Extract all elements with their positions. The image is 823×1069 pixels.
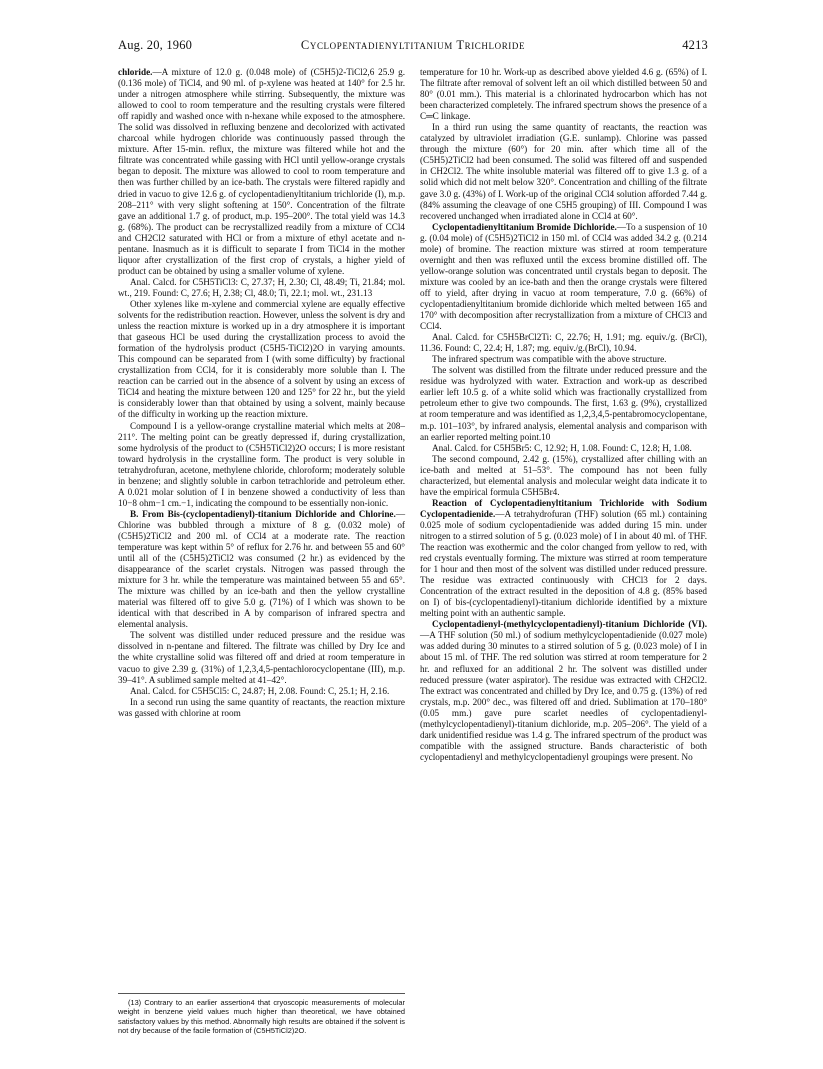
- section-heading: Cyclopentadienyl-(methylcyclopentadienyl)-titanium Dichloride (VI).: [432, 619, 707, 630]
- analysis-paragraph: Anal. Calcd. for C5H5TiCl3: C, 27.37; H, 2.30; Cl, 48.49; Ti, 21.84; mol. wt., 219. Found: C, 27.6; H, 2.38; Cl, 48.0; Ti, 22.1; mol. wt., 231.13: [118, 276, 405, 298]
- section-heading: Reaction of Cyclopentadienyltitanium Trichloride with Sodium Cyclopentadienide.: [420, 497, 707, 519]
- paragraph: [118, 67, 405, 277]
- paragraph-heading: chloride.: [118, 67, 153, 77]
- header-running-title: Cyclopentadienyltitanium Trichloride: [300, 38, 526, 52]
- paragraph: temperature for 10 hr. Work-up as described above yielded 4.6 g. (65%) of I. The filtrate after removal of solvent left an oil which distilled between 50 and 80° (0.01 mm.). This material is a chlorinated hydrocarbon which has not been characterized completely. The infrared spectrum shows the presence of a C═C linkage.: [420, 67, 707, 122]
- paragraph-text: —Chlorine was bubbled through a mixture of 8 g. (0.032 mole) of (C5H5)2TiCl2 and 200 ml. of CCl4 at a moderate rate. The reaction temperature was kept within 5° of reflux for 2.76 hr. and between 55 and 60° until all of the (C5H5)2TiCl2 was consumed (2 hr.) as evidenced by the disappearance of the scarlet crystals. Nitrogen was passed through the mixture for 3 hr. while the temperature was maintained between 55 and 65°. The mixture was chilled by an ice-bath and then the yellow crystalline material was filtered off to give 5.0 g. (71%) of I which was shown to be identical with that described in A by comparison of infrared spectra and elemental analysis.: [118, 508, 405, 630]
- section-heading: Cyclopentadienyltitanium Bromide Dichloride.: [432, 221, 617, 232]
- paragraph: In a second run using the same quantity of reactants, the reaction mixture was gassed with chlorine at room: [118, 696, 405, 718]
- footnote-divider: [118, 993, 405, 994]
- paragraph-text: —A THF solution (50 ml.) of sodium methylcyclopentadienide (0.027 mole) was added during 30 minutes to a stirred solution of 5 g. (0.023 mole) of I in about 15 ml. of THF. The red solution was stirred at room temperature for 2 hr. and refluxed for an additional 2 hr. The solvent was distilled under reduced pressure (water aspirator). The residue was extracted with CH2Cl2. The extract was concentrated and chilled by Dry Ice, and 0.75 g. (13%) of red crystals, m.p. 200° dec., was filtered off and dried. Sublimation at 170–180° (0.05 mm.) gave pure scarlet needles of cyclopentadienyl-(methylcyclopentadienyl)-titanium dichloride, m.p. 205–206°. The yield of a dark unidentified residue was 1.4 g. The infrared spectrum of the product was compatible with the assigned structure. Bands characteristic of both cyclopentadienyl and methylcyclopentadienyl groupings were present. No: [420, 630, 707, 762]
- header-page-number: 4213: [682, 38, 708, 52]
- analysis-paragraph: Anal. Calcd. for C5H5Br5: C, 12.92; H, 1.08. Found: C, 12.8; H, 1.08.: [432, 442, 692, 453]
- footnote-text: (13) Contrary to an earlier assertion4 that cryoscopic measurements of molecular weight in benzene yield values much higher than theoretical, we have obtained satisfactory values by this method. Abnormally high results are obtained if the solvent is not dry because of the facile formation of (C5H5TiCl2)2O.: [118, 998, 405, 1036]
- paragraph: Other xylenes like m-xylene and commercial xylene are equally effective solvents for the redistribution reaction. However, unless the solvent is dry and unless the reaction mixture is worked up in a dry atmosphere it is important that gaseous HCl be used during the crystallization process to avoid the formation of the hydrolysis product (C5H5-TiCl2)2O in varying amounts. This compound can be separated from I (with some difficulty) by fractional crystallization from CCl4, for it is considerably more soluble than I. The reaction can be carried out in the absence of a solvent by using an excess of TiCl4 and heating the mixture between 120 and 125° for 22 hr., but the yield is considerably lower than that obtained by using a solvent, mainly because of the difficulty in working up the reaction mixture.: [118, 298, 405, 420]
- paragraph: The solvent was distilled under reduced pressure and the residue was dissolved in n-pentane and filtered. The filtrate was chilled by Dry Ice and the white crystalline solid was filtered off and dried at room temperature in vacuo to give 2.39 g. (31%) of 1,2,3,4,5-pentachlorocyclopentane (III), m.p. 39–41°. A sublimed sample melted at 41–42°.: [118, 630, 405, 685]
- analysis-paragraph: Anal. Calcd. for C5H5Cl5: C, 24.87; H, 2.08. Found: C, 25.1; H, 2.16.: [130, 685, 390, 696]
- footnote: [118, 998, 405, 1036]
- paragraph: The solvent was distilled from the filtrate under reduced pressure and the residue was hydrolyzed with water. Extraction and work-up as described earlier left 10.5 g. of a white solid which was fractionally crystallized from petroleum ether to give two compounds. The first, 1.63 g. (9%), crystallized at room temperature and was identified as 1,2,3,4,5-pentabromocyclopentane, m.p. 101–103°, by infrared analysis, elemental analysis and comparison with an earlier reported melting point.10: [420, 365, 707, 442]
- paragraph-text: —A tetrahydrofuran (THF) solution (65 ml.) containing 0.025 mole of sodium cyclopentadienide was added during 15 min. under nitrogen to a stirred solution of 5 g. (0.023 mole) of I in about 40 ml. of THF. The reaction was exothermic and the color changed from yellow to red, with red crystals eventually forming. The mixture was stirred at room temperature for 1 hour and then most of the solvent was distilled under reduced pressure. The residue was extracted continuously with CHCl3 for 2 days. Concentration of the extract resulted in the deposition of 4.8 g. (85% based on I) of bis-(cyclopentadienyl)-titanium dichloride identified by a mixture melting point with an authentic sample.: [420, 508, 707, 619]
- paragraph-text: —To a suspension of 10 g. (0.04 mole) of (C5H5)2TiCl2 in 150 ml. of CCl4 was added 34.2 g. (0.214 mole) of bromine. The reaction mixture was stirred at room temperature overnight and then was refluxed until the excess bromine distilled off. The yellow-orange solution was concentrated until crystals began to deposit. The mixture was cooled by an ice-bath and then the orange crystals were filtered off to yield, after drying in vacuo at room temperature, 7.0 g. (66%) of cyclopentadienyltitanium bromide dichloride which melted between 165 and 170° with decomposition after recrystallization from a mixture of CHCl3 and CCl4.: [420, 221, 707, 332]
- paragraph: Compound I is a yellow-orange crystalline material which melts at 208–211°. The melting point can be greatly depressed if, during crystallization, some hydrolysis of the product to (C5H5TiCl2)2O occurs; I is more resistant toward hydrolysis in the crystalline form. The product is very soluble in tetrahydrofuran, acetone, methylene chloride, chloroform; moderately soluble in benzene; and slightly soluble in carbon tetrachloride and petroleum ether. A 0.021 molar solution of I in benzene showed a conductivity of less than 10−8 ohm−1 cm.−1, indicating the compound to be essentially non-ionic.: [118, 420, 405, 508]
- paragraph: [420, 619, 707, 763]
- paragraph: [118, 509, 405, 631]
- paragraph-text: —A mixture of 12.0 g. (0.048 mole) of (C5H5)2-TiCl2,6 25.9 g. (0.136 mole) of TiCl4, and 90 ml. of p-xylene was heated at 140° for 2.5 hr. under a nitrogen atmosphere while stirring. Subsequently, the mixture was allowed to cool to room temperature and the resulting crystals were filtered off rapidly and washed once with n-hexane while exposed to the atmosphere. The solid was dissolved in refluxing benzene and decolorized with activated charcoal while hydrogen chloride was continuously passed through the mixture. After 15-min. reflux, the mixture was filtered while hot and the filtrate was concentrated while gassing with HCl until yellow-orange crystals began to deposit. The mixture was allowed to cool to room temperature and then was further chilled by an ice-bath. The crystals were filtered rapidly and dried in vacuo to give 12.6 g. of cyclopentadienyltitanium trichloride (I), m.p. 208–211° with very slight softening at 150°. Concentration of the filtrate gave an additional 1.7 g. of product, m.p. 195–200°. The total yield was 14.3 g. (68%). The product can be recrystallized readily from a mixture of CCl4 and CH2Cl2 saturated with HCl or from a mixture of ethyl acetate and n-pentane. Inasmuch as it is difficult to separate I from TiCl4 in the mother liquor after crystallization of the first crop of crystals, a higher yield of product can be obtained by using a smaller volume of xylene.: [118, 67, 405, 276]
- paragraph: In a third run using the same quantity of reactants, the reaction was catalyzed by ultraviolet irradiation (G.E. sunlamp). Chlorine was passed through the mixture (60°) for 20 min. after which time all of the (C5H5)2TiCl2 had been consumed. The solid was filtered off and suspended in CH2Cl2. The white insoluble material was filtered off to give 1.3 g. of a solid which did not melt below 320°. Concentration and chilling of the filtrate gave 3.0 g. (43%) of I. Work-up of the original CCl4 solution afforded 7.44 g. (84% assuming the cleavage of one C5H5 grouping) of III. Compound I was recovered unchanged when irradiated alone in CCl4 at 60°.: [420, 122, 707, 221]
- paragraph: [420, 222, 707, 332]
- paragraph: The infrared spectrum was compatible with the above structure.: [432, 354, 667, 365]
- paragraph: [420, 498, 707, 620]
- left-column: [118, 67, 405, 719]
- header-date: Aug. 20, 1960: [118, 38, 193, 52]
- section-heading: B. From Bis-(cyclopentadienyl)-titanium Dichloride and Chlorine.: [130, 508, 396, 519]
- paragraph: The second compound, 2.42 g. (15%), crystallized after chilling with an ice-bath and melted at 51–53°. The compound has not been fully characterized, but elemental analysis and molecular weight data indicate it to have the empirical formula C5H5Br4.: [420, 453, 707, 497]
- analysis-paragraph: Anal. Calcd. for C5H5BrCl2Ti: C, 22.76; H, 1.91; mg. equiv./g. (BrCl), 11.36. Found: C, 22.4; H, 1.87; mg. equiv./g.(BrCl), 10.94.: [420, 332, 707, 354]
- page-header: [118, 38, 708, 56]
- right-column: [420, 67, 707, 763]
